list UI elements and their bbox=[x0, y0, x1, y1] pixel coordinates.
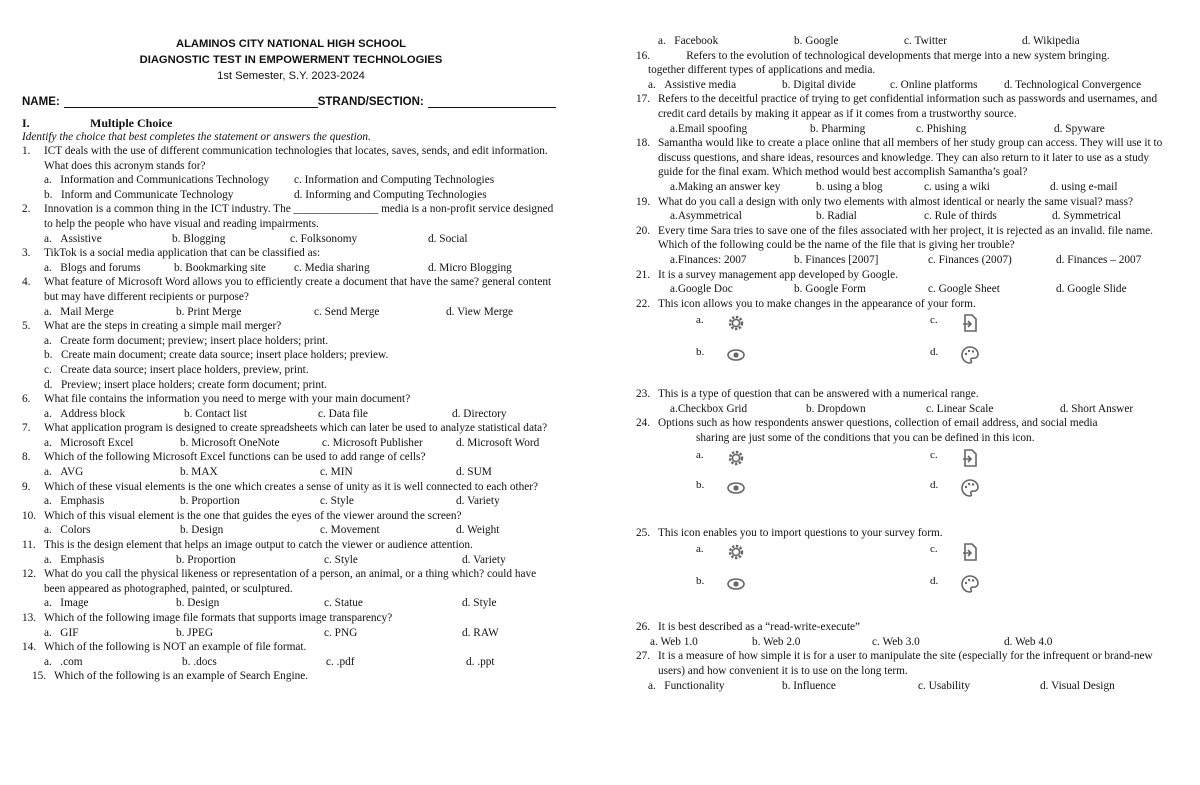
instructions: Identify the choice that best completes the statement or answers the question. bbox=[22, 131, 371, 143]
question-2: 2. Innovation is a common thing in the ICT industry. The _______________ media is a non-profit service designed to help the people who have visual and reading impairments. a. Assistive b. Blogging c. Folksonomy d. Social bbox=[22, 203, 554, 245]
choice-a[interactable]: a. .com bbox=[44, 655, 83, 668]
name-label: NAME: bbox=[22, 96, 60, 108]
import-file-icon bbox=[960, 542, 980, 562]
choice-c[interactable]: c. Statue bbox=[324, 597, 363, 610]
name-strand-line bbox=[22, 96, 560, 108]
choice-d[interactable]: d. Social bbox=[428, 232, 468, 245]
choice-a[interactable]: a. Mail Merge bbox=[44, 305, 114, 318]
choice-c[interactable]: c. Data file bbox=[318, 407, 368, 420]
choice-b[interactable]: b. Print Merge bbox=[176, 305, 242, 318]
choice-b[interactable]: b. Design bbox=[180, 524, 224, 537]
eye-icon bbox=[726, 478, 746, 498]
choice-a[interactable]: a. Assistive bbox=[44, 232, 102, 245]
choice-c[interactable]: c. Create data source; insert place holders, preview, print. bbox=[44, 363, 309, 376]
choice-b[interactable]: b. bbox=[696, 574, 746, 594]
school-name: ALAMINOS CITY NATIONAL HIGH SCHOOL bbox=[176, 38, 406, 50]
eye-icon bbox=[726, 574, 746, 594]
choice-a[interactable]: a. Colors bbox=[44, 524, 91, 537]
choice-d[interactable]: d. Short Answer bbox=[1060, 402, 1134, 415]
choice-d[interactable]: d. using e-mail bbox=[1050, 180, 1118, 193]
choice-b[interactable]: b. .docs bbox=[182, 655, 217, 668]
icon-choices bbox=[676, 311, 1176, 377]
choice-a[interactable]: a. Blogs and forums bbox=[44, 261, 141, 274]
choice-d[interactable]: d. Symmetrical bbox=[1052, 210, 1122, 223]
icon-choices bbox=[676, 540, 1176, 606]
section-heading: I. Multiple Choice bbox=[22, 116, 173, 130]
question-15: 15. Which of the following is an example of Search Engine. bbox=[32, 670, 309, 683]
palette-icon bbox=[960, 574, 980, 594]
question-7: 7. What application program is designed to create spreadsheets which can later be used to analyze statistical data? a. Microsoft Excel b. Microsoft OneNote c. Microsoft Publisher d. Microsoft Word bbox=[22, 422, 548, 449]
choice-a[interactable]: a. Functionality bbox=[648, 679, 725, 692]
import-file-icon bbox=[960, 448, 980, 468]
choice-b[interactable]: b. Influence bbox=[782, 679, 836, 692]
choice-a[interactable]: a. Facebook bbox=[658, 35, 719, 47]
choice-d[interactable]: d. Style bbox=[462, 597, 497, 610]
palette-icon bbox=[960, 478, 980, 498]
choice-b[interactable]: b. Inform and Communicate Technology bbox=[44, 188, 234, 201]
choice-d[interactable]: d. Web 4.0 bbox=[1004, 635, 1053, 648]
choice-a[interactable]: a.Making an answer key bbox=[670, 180, 781, 193]
choice-d[interactable]: d. .ppt bbox=[466, 655, 495, 668]
choice-a[interactable]: a. Web 1.0 bbox=[650, 635, 698, 648]
semester: 1st Semester, S.Y. 2023-2024 bbox=[217, 70, 365, 82]
strand-label: STRAND/SECTION: bbox=[317, 96, 424, 108]
choice-d[interactable]: d. Variety bbox=[456, 495, 500, 508]
question-12: 12. What do you call the physical likeness or representation of a person, an animal, or a thing which? could have been appeared as photographed, painted, or sculptured. a. Image b. Design c. Statue d. Style bbox=[22, 568, 537, 610]
choice-b[interactable]: b. Web 2.0 bbox=[752, 635, 801, 648]
question-25: 25. This icon enables you to import questions to your survey form. a. c. b. d. bbox=[636, 526, 1176, 607]
choice-d[interactable]: d. Preview; insert place holders; create form document; print. bbox=[44, 378, 327, 391]
choice-c[interactable]: c. bbox=[930, 542, 980, 562]
question-19: 19. What do you call a design with only two elements with almost identical or nearly the same visual? mass? a.Asymmetrical b. Radial c. Rule of thirds d. Symmetrical bbox=[636, 195, 1133, 223]
choice-a[interactable]: a. Image bbox=[44, 597, 89, 610]
test-title: DIAGNOSTIC TEST IN EMPOWERMENT TECHNOLOGIES bbox=[139, 54, 443, 66]
choice-a[interactable]: a.Email spoofing bbox=[670, 122, 748, 135]
choice-b[interactable]: b. Design bbox=[176, 597, 220, 610]
choice-b[interactable]: b. Pharming bbox=[810, 122, 866, 135]
choice-a[interactable]: a.Asymmetrical bbox=[670, 210, 742, 223]
choice-a[interactable]: a. GIF bbox=[44, 626, 79, 639]
question-10: 10. Which of this visual element is the one that guides the eyes of the viewer around the screen? a. Colors b. Design c. Movement d. Weight bbox=[22, 509, 500, 537]
question-23: 23. This is a type of question that can be answered with a numerical range. a.Checkbox Grid b. Dropdown c. Linear Scale d. Short Answer bbox=[636, 388, 1134, 415]
question-3: 3. TikTok is a social media application that can be classified as: a. Blogs and forums b. Bookmarking site c. Media sharing d. Micro Blogging bbox=[22, 247, 512, 274]
choice-b[interactable]: b. Digital divide bbox=[782, 78, 856, 91]
choice-d[interactable]: d. SUM bbox=[456, 466, 492, 479]
icon-choices bbox=[676, 446, 1176, 512]
choice-c[interactable]: c. bbox=[930, 313, 980, 333]
choice-a[interactable]: a. bbox=[696, 448, 746, 468]
choice-b[interactable]: b. Radial bbox=[816, 210, 857, 223]
choice-b[interactable]: b. using a blog bbox=[816, 180, 883, 193]
choice-d[interactable]: d. bbox=[930, 574, 980, 594]
gear-icon bbox=[726, 313, 746, 333]
question-22: 22. This icon allows you to make changes in the appearance of your form. a. c. b. d. bbox=[636, 297, 1176, 378]
choice-c[interactable]: c. bbox=[930, 448, 980, 468]
choice-d[interactable]: d. Microsoft Word bbox=[456, 436, 540, 449]
choice-d[interactable]: d. Micro Blogging bbox=[428, 261, 512, 274]
choice-c[interactable]: c. Web 3.0 bbox=[872, 635, 920, 648]
choice-b[interactable]: b. bbox=[696, 478, 746, 498]
choice-d[interactable]: d. Visual Design bbox=[1040, 679, 1115, 692]
choice-a[interactable]: a. bbox=[696, 313, 746, 333]
choice-d[interactable]: d. Variety bbox=[462, 553, 506, 566]
choice-a[interactable]: a. bbox=[696, 542, 746, 562]
gear-icon bbox=[726, 448, 746, 468]
question-15-choices bbox=[636, 34, 1176, 49]
gear-icon bbox=[726, 542, 746, 562]
choice-b[interactable]: b. Google bbox=[794, 35, 839, 47]
choice-d[interactable]: d. Directory bbox=[452, 407, 507, 420]
choice-b[interactable]: b. Bookmarking site bbox=[174, 261, 266, 274]
question-16: 16. Refers to the evolution of technological developments that merge into a new system bringing. together different types of applications and media. a. Assistive media b. Digital divide c. Online platforms d. Technological Convergence bbox=[636, 49, 1142, 91]
choice-d[interactable]: d. Informing and Computing Technologies bbox=[294, 188, 487, 201]
question-6: 6. What file contains the information you need to merge with your main document? a. Address block b. Contact list c. Data file d. Directory bbox=[22, 393, 507, 420]
question-20: 20. Every time Sara tries to save one of the files associated with her project, it is rejected as an invalid. file name. Which of the following could be the name of the file that is giving her trouble? a.Finances: 2007 b. Finances [2007] c. Finances (2007) d. Finances – 2007 bbox=[636, 224, 1154, 266]
question-27: 27. It is a measure of how simple it is for a user to manipulate the site (especially for the infrequent or brand-new users) and how convenient it is to use on the long term. a. Functionality b. Influence c. Usability d. Visual Design bbox=[636, 650, 1153, 692]
question-17: 17. Refers to the deceitful practice of trying to get confidential information such as passwords and usernames, and credit card details by making it appear as if it comes from a trustworthy source. a.Email spoofing b. Pharming c. Phishing d. Spyware bbox=[636, 93, 1158, 135]
choice-d[interactable]: d. View Merge bbox=[446, 305, 513, 318]
choice-c[interactable]: c. Style bbox=[324, 553, 358, 566]
left-column bbox=[22, 0, 560, 785]
choice-c[interactable]: c. Twitter bbox=[904, 35, 947, 47]
choice-b[interactable]: b. Proportion bbox=[176, 553, 236, 566]
choice-c[interactable]: c. Folksonomy bbox=[290, 232, 358, 245]
question-5: 5. What are the steps in creating a simple mail merger? a. Create form document; preview; insert place holders; print. b. Create main document; create data source; insert place holders; preview. c. Create data source; insert place holders, preview, print. d. Preview; insert place holders; create form document; print. bbox=[22, 319, 560, 392]
choice-c[interactable]: c. Linear Scale bbox=[926, 402, 994, 415]
choice-b[interactable]: b. Dropdown bbox=[806, 402, 866, 415]
choice-a[interactable]: a. Emphasis bbox=[44, 495, 105, 508]
question-11: 11. This is the design element that helps an image output to catch the viewer or audience attention. a. Emphasis b. Proportion c. Style d. Variety bbox=[22, 539, 506, 566]
choice-a[interactable]: a.Google Doc bbox=[670, 283, 733, 296]
choice-c[interactable]: c. Style bbox=[320, 495, 354, 508]
choice-b[interactable]: b. Microsoft OneNote bbox=[180, 436, 280, 449]
choice-c[interactable]: c. Movement bbox=[320, 524, 380, 537]
eye-icon bbox=[726, 345, 746, 365]
palette-icon bbox=[960, 345, 980, 365]
choice-d[interactable]: d. bbox=[930, 478, 980, 498]
choice-b[interactable]: b. Contact list bbox=[184, 407, 248, 420]
question-1: 1. ICT deals with the use of different communication technologies that locates, saves, sends, and edit information. What does this acronym stands for? a. Information and Communications Technology c. Information and Computing Technologies b. Inform and Communicate Technology d. Informing and Computing Technologies bbox=[22, 145, 548, 201]
right-column bbox=[636, 34, 1176, 785]
choice-d[interactable]: d. Weight bbox=[456, 524, 500, 537]
choice-c[interactable]: c. Finances (2007) bbox=[928, 253, 1012, 266]
choice-c[interactable]: c. PNG bbox=[324, 626, 358, 639]
choice-a[interactable]: a. Microsoft Excel bbox=[44, 436, 134, 449]
choice-a[interactable]: a. Emphasis bbox=[44, 553, 105, 566]
strand-field[interactable] bbox=[428, 96, 556, 108]
choice-c[interactable]: c. Usability bbox=[918, 679, 971, 692]
choice-c[interactable]: c. Microsoft Publisher bbox=[322, 436, 423, 449]
choice-d[interactable]: d. Technological Convergence bbox=[1004, 78, 1142, 91]
choice-b[interactable]: b. Create main document; create data source; insert place holders; preview. bbox=[44, 349, 389, 362]
choice-c[interactable]: c. .pdf bbox=[326, 655, 355, 668]
choice-c[interactable]: c. MIN bbox=[320, 466, 353, 479]
question-21: 21. It is a survey management app developed by Google. a.Google Doc b. Google Form c. Google Sheet d. Google Slide bbox=[636, 268, 1127, 296]
choice-a[interactable]: a. Assistive media bbox=[648, 78, 737, 91]
choice-b[interactable]: b. Blogging bbox=[172, 232, 226, 245]
question-26: 26. It is best described as a “read-write-execute” a. Web 1.0 b. Web 2.0 c. Web 3.0 d. Web 4.0 bbox=[636, 621, 1053, 648]
choice-c[interactable]: c. using a wiki bbox=[924, 180, 990, 193]
question-24: 24. Options such as how respondents answer questions, collection of email address, and social media sharing are just some of the conditions that you can be defined in this icon. a. c. b. d. bbox=[636, 416, 1176, 511]
choice-b[interactable]: b. MAX bbox=[180, 466, 218, 479]
choice-b[interactable]: b. JPEG bbox=[176, 626, 214, 639]
choice-d[interactable]: d. Spyware bbox=[1054, 122, 1105, 135]
choice-d[interactable]: d. bbox=[930, 345, 980, 365]
choice-a[interactable]: a. Address block bbox=[44, 407, 126, 420]
choice-c[interactable]: c. Send Merge bbox=[314, 305, 380, 318]
choice-c[interactable]: c. Rule of thirds bbox=[924, 210, 997, 223]
choice-a[interactable]: a. Create form document; preview; insert place holders; print. bbox=[44, 334, 329, 347]
choice-b[interactable]: b. Finances [2007] bbox=[794, 253, 879, 266]
choice-c[interactable]: c. Phishing bbox=[916, 122, 967, 135]
question-13: 13. Which of the following image file formats that supports image transparency? a. GIF b. JPEG c. PNG d. RAW bbox=[22, 612, 499, 639]
question-18: 18. Samantha would like to create a place online that all members of her study group can access. They will use it to discuss questions, and share ideas, resources and knowledge. They can also return to it later to use as a study guide for the final exam. Which method would best accomplish Samantha’s goal? a.Making an answer key b. using a blog c. using a wiki d. using e-mail bbox=[636, 137, 1163, 193]
choice-a[interactable]: a.Finances: 2007 bbox=[670, 253, 747, 266]
choice-c[interactable]: c. Media sharing bbox=[294, 261, 370, 274]
choice-a[interactable]: a. AVG bbox=[44, 466, 84, 479]
choice-c[interactable]: c. Google Sheet bbox=[928, 283, 1000, 296]
choice-c[interactable]: c. Information and Computing Technologies bbox=[294, 174, 495, 187]
name-field[interactable] bbox=[64, 96, 318, 108]
question-4: 4. What feature of Microsoft Word allows you to efficiently create a document that have the same? general content but may have different recipients or purpose? a. Mail Merge b. Print Merge c. Send Merge d. View Merge bbox=[22, 276, 552, 318]
choice-d[interactable]: d. Finances – 2007 bbox=[1056, 253, 1142, 266]
question-14: 14. Which of the following is NOT an example of file format. a. .com b. .docs c. .pdf d. .ppt bbox=[22, 641, 495, 668]
choice-d[interactable]: d. RAW bbox=[462, 626, 499, 639]
choice-c[interactable]: c. Online platforms bbox=[890, 78, 978, 91]
choice-a[interactable]: a. Information and Communications Technology bbox=[44, 174, 270, 187]
question-8: 8. Which of the following Microsoft Excel functions can be used to add range of cells? a. AVG b. MAX c. MIN d. SUM bbox=[22, 451, 492, 479]
choice-b[interactable]: b. Google Form bbox=[794, 283, 866, 296]
choice-b[interactable]: b. bbox=[696, 345, 746, 365]
choice-d[interactable]: d. Google Slide bbox=[1056, 283, 1127, 296]
choice-b[interactable]: b. Proportion bbox=[180, 495, 240, 508]
import-file-icon bbox=[960, 313, 980, 333]
choice-d[interactable]: d. Wikipedia bbox=[1022, 35, 1080, 47]
question-9: 9. Which of these visual elements is the one which creates a sense of unity as it is well connected to each other? a. Emphasis b. Proportion c. Style d. Variety bbox=[22, 480, 539, 508]
choice-a[interactable]: a.Checkbox Grid bbox=[670, 402, 748, 415]
